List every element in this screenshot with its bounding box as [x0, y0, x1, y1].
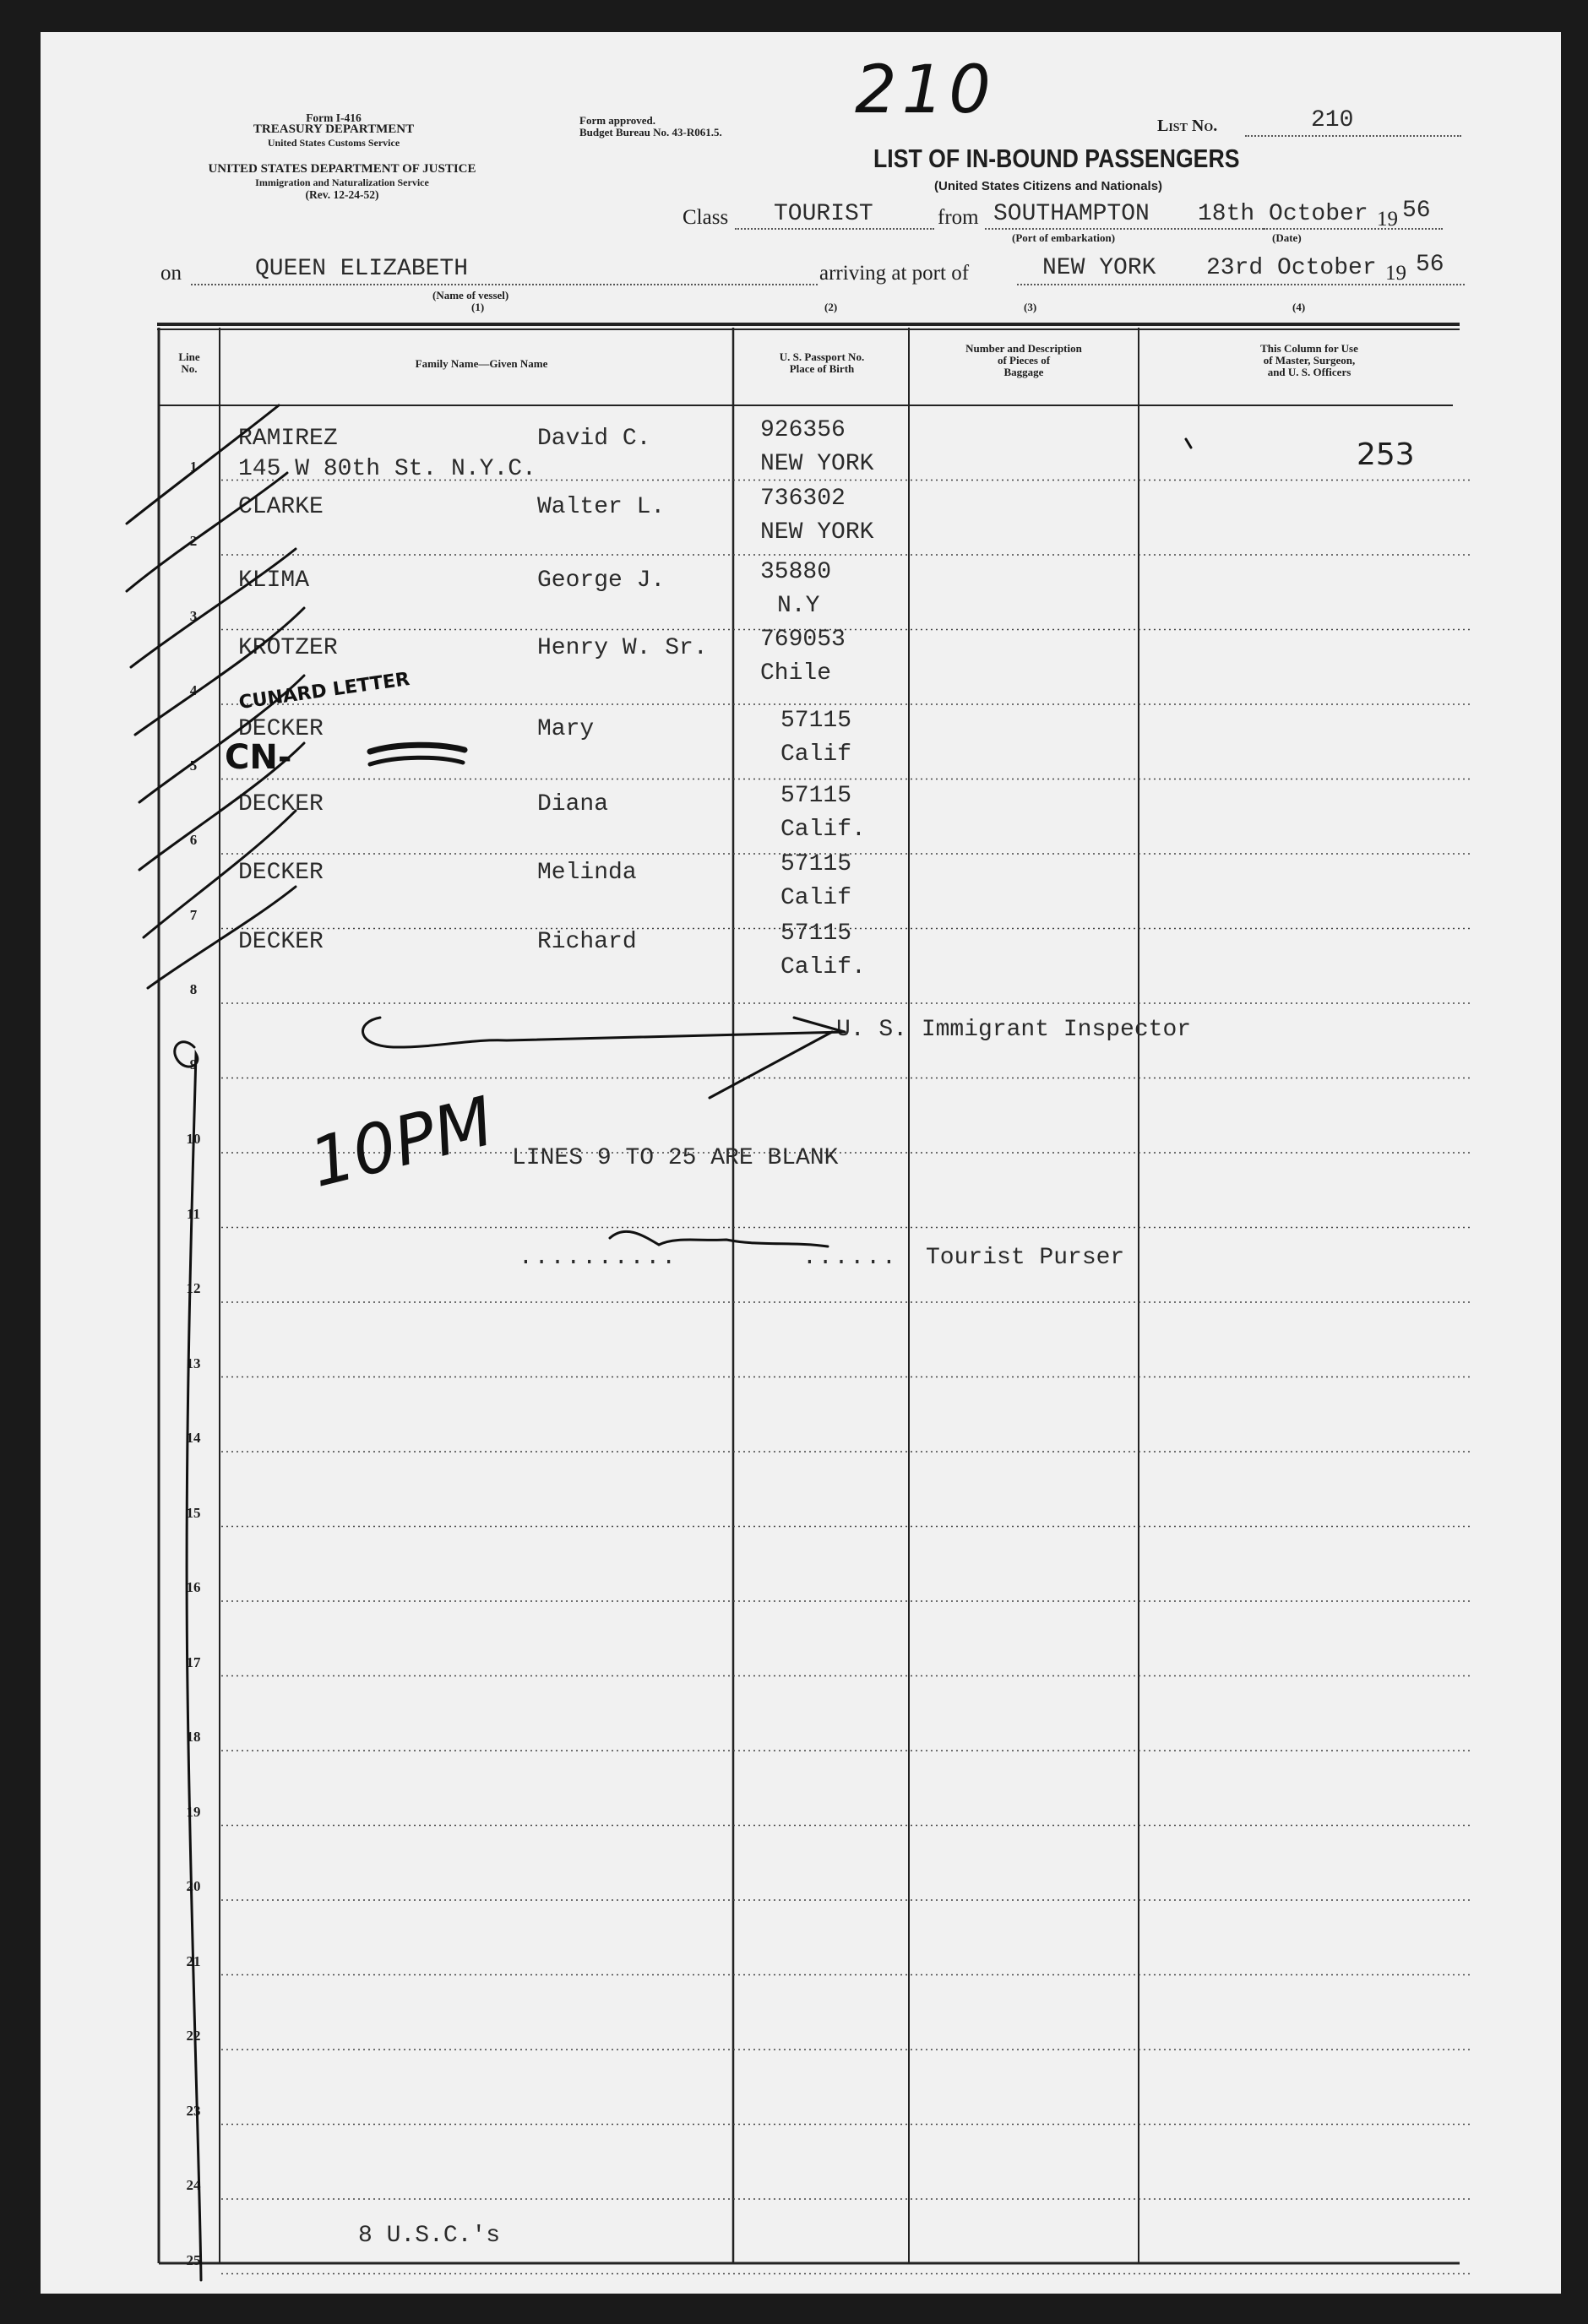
line-number: 9	[189, 1056, 198, 1072]
line-number: 13	[186, 1355, 201, 1371]
col-line-no-1: Line	[178, 350, 200, 363]
line-number: 1	[189, 458, 198, 475]
passenger-given-name: Mary	[537, 716, 595, 742]
budget-bureau: Budget Bureau No. 43-R061.5.	[579, 126, 722, 138]
class-label: Class	[683, 206, 729, 229]
department-of-justice: UNITED STATES DEPARTMENT OF JUSTICE	[208, 162, 476, 176]
column-ref-2: (2)	[824, 301, 838, 313]
officer-note: 253	[1357, 437, 1415, 472]
line-number: 21	[186, 1952, 201, 1969]
passenger-family-name: DECKER	[238, 716, 324, 742]
year-prefix: 19	[1377, 208, 1398, 231]
column-ref-4: (4)	[1292, 301, 1306, 313]
ins-service: Immigration and Naturalization Service	[255, 176, 429, 188]
cn-note: CN-	[225, 738, 292, 777]
passport-number: 35880	[760, 559, 832, 585]
col-baggage-2: of Pieces of	[997, 354, 1051, 367]
col-baggage-1: Number and Description	[965, 342, 1082, 355]
blank-lines-note: LINES 9 TO 25 ARE BLANK	[512, 1145, 839, 1171]
passport-number: 57115	[780, 708, 852, 734]
col-passport-2: Place of Birth	[789, 362, 855, 375]
vessel-name: QUEEN ELIZABETH	[255, 256, 469, 282]
passport-number: 926356	[760, 417, 846, 443]
line-number: 17	[186, 1653, 201, 1670]
passenger-family-name: DECKER	[238, 791, 324, 817]
place-of-birth: Calif.	[780, 954, 866, 980]
line-number: 24	[186, 2177, 201, 2193]
purser-dots: ..........	[519, 1245, 678, 1271]
departure-year: 56	[1402, 198, 1431, 224]
line-number: 4	[189, 682, 198, 698]
port-caption: (Port of embarkation)	[1012, 231, 1116, 244]
port-of-embarkation: SOUTHAMPTON	[993, 201, 1150, 227]
form-title: LIST OF IN-BOUND PASSENGERS	[873, 144, 1240, 173]
passenger-given-name: Melinda	[537, 860, 637, 886]
passenger-address: 145 W 80th St. N.Y.C.	[238, 456, 536, 482]
date-caption: (Date)	[1272, 231, 1302, 244]
departure-date: 18th October	[1198, 201, 1368, 227]
customs-service: United States Customs Service	[267, 137, 400, 149]
passport-number: 57115	[780, 851, 852, 877]
purser-label: Tourist Purser	[926, 1245, 1125, 1271]
passport-number: 736302	[760, 486, 846, 512]
handwritten-list-number: 210	[855, 52, 996, 128]
list-number-value: 210	[1311, 107, 1354, 133]
line-number: 5	[189, 757, 198, 774]
line-number: 25	[186, 2251, 201, 2268]
passport-number: 57115	[780, 920, 852, 947]
inspector-label: U. S. Immigrant Inspector	[836, 1017, 1192, 1043]
treasury-department: TREASURY DEPARTMENT	[253, 122, 415, 136]
place-of-birth: Chile	[760, 660, 832, 687]
passenger-family-name: KLIMA	[238, 567, 310, 594]
line-number: 20	[186, 1878, 201, 1894]
passenger-family-name: RAMIREZ	[238, 426, 338, 452]
vessel-caption: (Name of vessel)	[432, 289, 509, 301]
line-number: 12	[186, 1280, 201, 1296]
line-number: 22	[186, 2028, 201, 2044]
line-number: 19	[186, 1803, 201, 1820]
passenger-given-name: George J.	[537, 567, 666, 594]
passenger-given-name: Walter L.	[537, 494, 666, 520]
column-ref-1: (1)	[471, 301, 485, 313]
line-number: 6	[189, 832, 198, 848]
passenger-given-name: Henry W. Sr.	[537, 635, 708, 661]
list-number-label: List No.	[1157, 117, 1218, 135]
col-line-no-2: No.	[181, 362, 198, 375]
arrival-date: 23rd October	[1206, 255, 1377, 281]
place-of-birth: Calif.	[780, 817, 866, 843]
line-number: 18	[186, 1729, 201, 1745]
passenger-family-name: KROTZER	[238, 635, 338, 661]
passenger-family-name: DECKER	[238, 860, 324, 886]
passenger-family-name: CLARKE	[238, 494, 324, 520]
arrival-year-prefix: 19	[1385, 262, 1406, 285]
revision-date: (Rev. 12-24-52)	[305, 188, 379, 201]
class-value: TOURIST	[774, 201, 873, 227]
passenger-family-name: DECKER	[238, 929, 324, 955]
line-number: 2	[189, 533, 198, 549]
purser-dots-2: ......	[802, 1245, 898, 1271]
from-label: from	[938, 206, 979, 229]
passport-number: 57115	[780, 783, 852, 809]
col-officers-1: This Column for Use	[1260, 342, 1358, 355]
passenger-given-name: Richard	[537, 929, 637, 955]
arriving-label: arriving at port of	[819, 262, 970, 285]
passenger-given-name: David C.	[537, 426, 651, 452]
line-number: 10	[186, 1131, 201, 1147]
place-of-birth: N.Y	[777, 593, 820, 619]
form-approved: Form approved.	[579, 114, 656, 127]
line-number: 8	[189, 981, 198, 997]
place-of-birth: Calif	[780, 741, 852, 768]
place-of-birth: NEW YORK	[760, 519, 874, 546]
line-number: 7	[189, 906, 198, 923]
line-number: 14	[186, 1430, 201, 1446]
form-subtitle: (United States Citizens and Nationals)	[934, 179, 1163, 193]
on-label: on	[160, 262, 182, 285]
arrival-year: 56	[1416, 252, 1444, 278]
line-number: 3	[189, 607, 198, 624]
line-number: 11	[186, 1205, 201, 1222]
usc-count: 8 U.S.C.'s	[358, 2223, 501, 2249]
line-number: 15	[186, 1504, 201, 1521]
line-number: 16	[186, 1579, 201, 1595]
cunard-letter-note: CUNARD LETTER	[237, 668, 411, 714]
place-of-birth: Calif	[780, 885, 852, 911]
col-passport-1: U. S. Passport No.	[779, 350, 865, 363]
col-officers-2: of Master, Surgeon,	[1263, 354, 1356, 367]
arrival-port: NEW YORK	[1042, 255, 1156, 281]
place-of-birth: NEW YORK	[760, 451, 874, 477]
col-name: Family Name—Given Name	[415, 357, 548, 370]
passport-number: 769053	[760, 627, 846, 653]
line-number: 23	[186, 2102, 201, 2119]
passenger-given-name: Diana	[537, 791, 609, 817]
col-baggage-3: Baggage	[1003, 366, 1044, 378]
handwritten-initials: 10PM	[302, 1081, 502, 1203]
column-ref-3: (3)	[1024, 301, 1037, 313]
form-number: Form I-416	[306, 111, 362, 124]
col-officers-3: and U. S. Officers	[1267, 366, 1351, 378]
